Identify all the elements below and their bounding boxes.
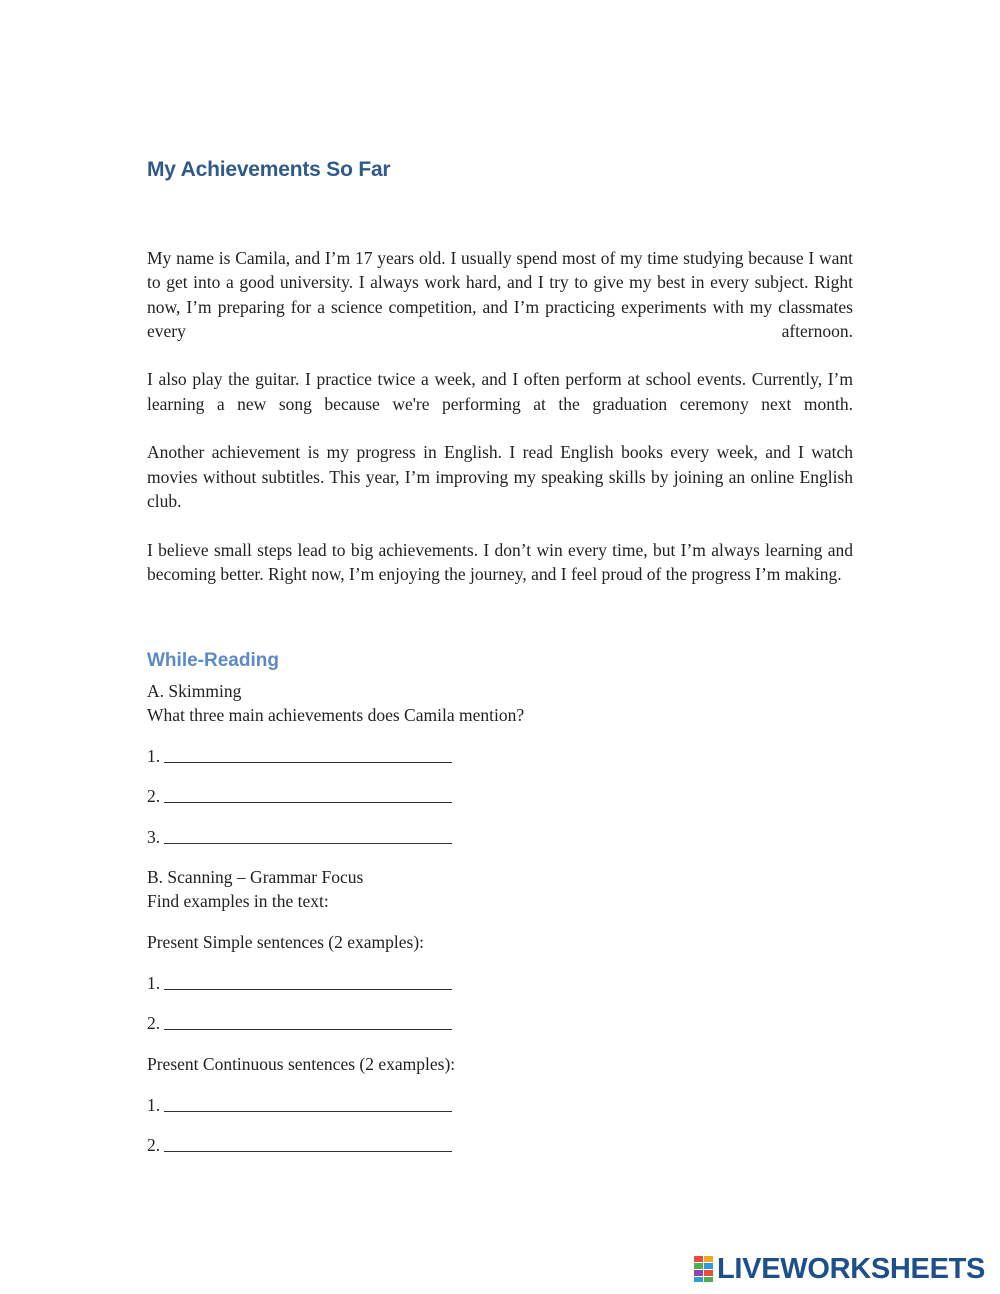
liveworksheets-logo bbox=[694, 1254, 985, 1284]
present-continuous-answer-2[interactable] bbox=[147, 1133, 457, 1157]
skimming-label: A. Skimming bbox=[147, 681, 242, 701]
scanning-instruction: Find examples in the text: bbox=[147, 891, 329, 911]
story-paragraph-4: I believe small steps lead to big achievements. I don’t win every time, but I’m always learning and becoming better. Right now, I’m enjoying the journey, and I feel proud of the progress I’m making. bbox=[147, 539, 853, 584]
answer-number: 1. bbox=[147, 973, 161, 993]
answer-blank-line[interactable] bbox=[164, 762, 452, 763]
answer-blank-line[interactable] bbox=[164, 1151, 452, 1152]
story-text bbox=[147, 246, 853, 610]
answer-number: 2. bbox=[147, 1013, 161, 1033]
skimming-answer-2[interactable] bbox=[147, 784, 457, 808]
present-continuous-answer-1[interactable] bbox=[147, 1093, 457, 1117]
answer-blank-line[interactable] bbox=[164, 989, 452, 990]
answer-blank-line[interactable] bbox=[164, 1029, 452, 1030]
story-paragraph-2: I also play the guitar. I practice twice a week, and I often perform at school events. Currently, I’m learning a new song because we're performing at the graduation ceremony next month. bbox=[147, 369, 853, 414]
story-paragraph-3: Another achievement is my progress in English. I read English books every week, and I watch movies without subtitles. This year, I’m improving my speaking skills by joining an online English club. bbox=[147, 442, 853, 511]
answer-number: 3. bbox=[147, 827, 161, 847]
skimming-answer-3[interactable] bbox=[147, 825, 457, 849]
answer-blank-line[interactable] bbox=[164, 1111, 452, 1112]
while-reading-heading: While-Reading bbox=[147, 650, 279, 671]
answer-number: 1. bbox=[147, 1095, 161, 1115]
answer-blank-line[interactable] bbox=[164, 802, 452, 803]
story-paragraph-1: My name is Camila, and I’m 17 years old. I usually spend most of my time studying because I want to get into a good university. I always work hard, and I try to give my best in every subject. Right now, I’m preparing for a science competition, and I’m practicing experiments with my classmates every afternoon. bbox=[147, 248, 853, 341]
answer-number: 2. bbox=[147, 1135, 161, 1155]
answer-number: 1. bbox=[147, 746, 161, 766]
present-simple-answer-2[interactable] bbox=[147, 1011, 457, 1035]
liveworksheets-logo-text: LIVEWORKSHEETS bbox=[717, 1253, 986, 1285]
liveworksheets-logo-icon bbox=[694, 1256, 714, 1282]
skimming-answer-1[interactable] bbox=[147, 744, 457, 768]
answer-number: 2. bbox=[147, 786, 161, 806]
answer-blank-line[interactable] bbox=[164, 843, 452, 844]
present-simple-answer-1[interactable] bbox=[147, 971, 457, 995]
present-simple-label: Present Simple sentences (2 examples): bbox=[147, 932, 425, 952]
worksheet-title: My Achievements So Far bbox=[147, 158, 391, 181]
present-continuous-label: Present Continuous sentences (2 examples): bbox=[147, 1054, 456, 1074]
scanning-label: B. Scanning – Grammar Focus bbox=[147, 867, 364, 887]
skimming-question: What three main achievements does Camila mention? bbox=[147, 705, 525, 725]
